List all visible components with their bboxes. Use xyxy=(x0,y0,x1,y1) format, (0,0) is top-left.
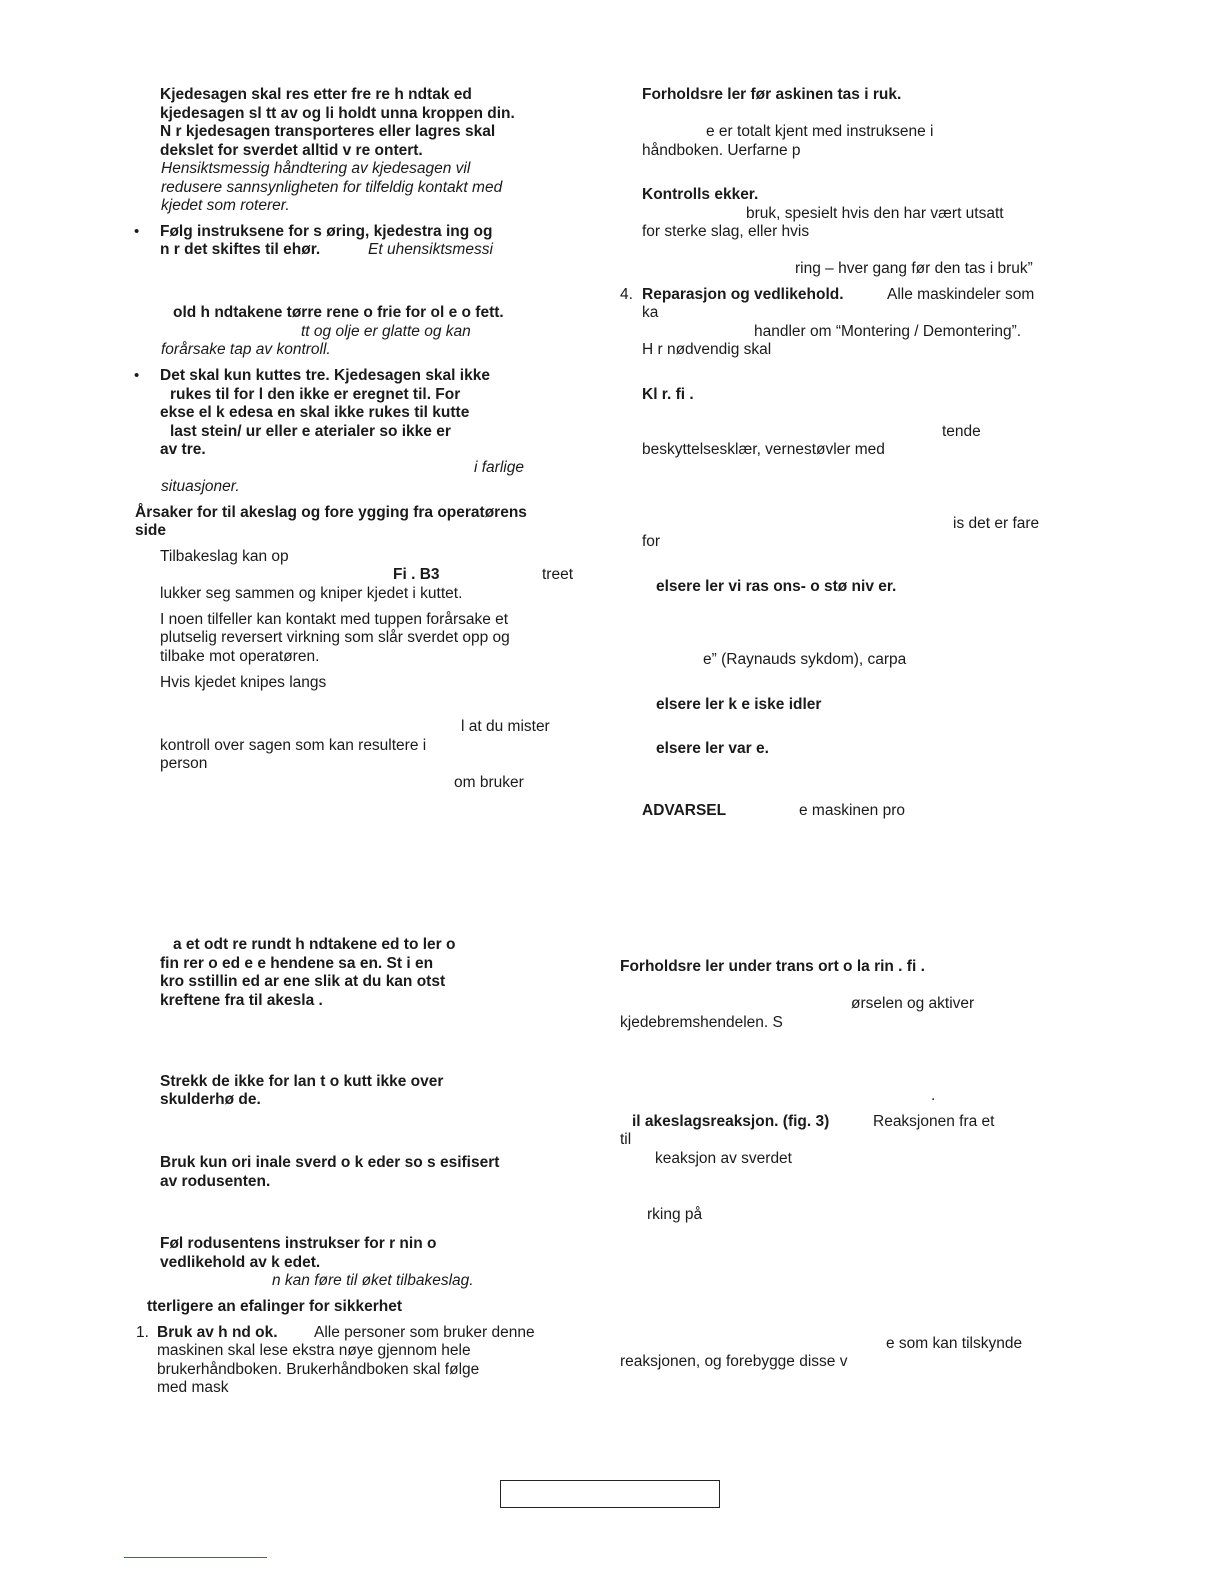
page-number-box xyxy=(500,1480,720,1508)
left-italic-line: kjedet som roterer. xyxy=(161,197,290,214)
right-text-line: H r nødvendig skal xyxy=(642,341,772,358)
left-text-line: N r kjedesagen transporteres eller lagres skal xyxy=(160,123,496,140)
bullet-item-text: ekse el k edesa en skal ikke rukes til kutte xyxy=(160,404,470,421)
left-text-line: skulderhø de. xyxy=(160,1091,261,1108)
left-text-line: fin rer o ed e e hendene sa en. St i en xyxy=(160,955,434,972)
body-text-line: person xyxy=(160,755,208,772)
body-text-line: kontroll over sagen som kan resultere i xyxy=(160,737,427,754)
right-text-line: rking på xyxy=(647,1206,703,1223)
right-text-line: Reaksjonen fra et xyxy=(873,1113,995,1130)
body-text-line: brukerhåndboken. Brukerhåndboken skal følge xyxy=(157,1361,480,1378)
right-text-line: kjedebremshendelen. S xyxy=(620,1014,783,1031)
body-text-line: plutselig reversert virkning som slår sverdet opp og xyxy=(160,629,510,646)
left-italic-line: n kan føre til øket tilbakeslag. xyxy=(272,1272,474,1289)
right-heading-line: Forholdsre ler før askinen tas i ruk. xyxy=(642,86,902,103)
body-text-line: tilbake mot operatøren. xyxy=(160,648,320,665)
right-heading-line: Kontrolls ekker. xyxy=(642,186,759,203)
right-text-line: handler om “Montering / Demontering”. xyxy=(754,323,1022,340)
left-text-line: dekslet for sverdet alltid v re ontert. xyxy=(160,142,423,159)
warning-label: ADVARSEL xyxy=(642,802,727,819)
left-italic-line: Hensiktsmessig håndtering av kjedesagen vil xyxy=(161,160,471,177)
right-text-line: ka xyxy=(642,304,659,321)
bullet-item-text: av tre. xyxy=(160,441,206,458)
left-italic-line: tt og olje er glatte og kan xyxy=(301,323,471,340)
list-number: 4. xyxy=(620,286,633,303)
left-text-line: a et odt re rundt h ndtakene ed to ler o xyxy=(173,936,456,953)
left-text-line: Kjedesagen skal res etter fre re h ndtak ed xyxy=(160,86,472,103)
right-heading-line: Forholdsre ler under trans ort o la rin . fi . xyxy=(620,958,925,975)
bullet-marker: • xyxy=(134,367,140,384)
bullet-item-text: Følg instruksene for s øring, kjedestra ing og xyxy=(160,223,493,240)
left-text-line: kreftene fra til akesla . xyxy=(160,992,323,1009)
right-text-line: for sterke slag, eller hvis xyxy=(642,223,810,240)
right-text-line: beskyttelsesklær, vernestøvler med xyxy=(642,441,885,458)
right-text-line: Alle maskindeler som xyxy=(887,286,1035,303)
list-number: 1. xyxy=(136,1324,149,1341)
right-text-line: tende xyxy=(942,423,981,440)
bullet-item-text: last stein/ ur eller e aterialer so ikke er xyxy=(170,423,451,440)
list-item-title: Reparasjon og vedlikehold. xyxy=(642,286,844,303)
left-text-line: kjedesagen sl tt av og li holdt unna kroppen din. xyxy=(160,105,515,122)
right-heading-line: il akeslagsreaksjon. (fig. 3) xyxy=(632,1113,830,1130)
body-text-line: om bruker xyxy=(454,774,524,791)
left-italic-line: situasjoner. xyxy=(161,478,240,495)
right-text-line: til xyxy=(620,1131,632,1148)
section-heading: side xyxy=(135,522,167,539)
right-text-line: reaksjonen, og forebygge disse v xyxy=(620,1353,848,1370)
left-text-line: av rodusenten. xyxy=(160,1173,271,1190)
right-heading-line: elsere ler vi ras ons- o stø niv er. xyxy=(656,578,897,595)
right-text-line: keaksjon av sverdet xyxy=(655,1150,792,1167)
right-text-line: for xyxy=(642,533,661,550)
right-text-line: is det er fare xyxy=(953,515,1040,532)
right-heading-line: elsere ler k e iske idler xyxy=(656,696,822,713)
body-text-line: I noen tilfeller kan kontakt med tuppen forårsake et xyxy=(160,611,509,628)
body-text-line: maskinen skal lese ekstra nøye gjennom hele xyxy=(157,1342,471,1359)
right-text-line: . xyxy=(931,1087,936,1104)
body-text-line: Hvis kjedet knipes langs xyxy=(160,674,327,691)
right-text-line: håndboken. Uerfarne p xyxy=(642,142,801,159)
left-italic-line: forårsake tap av kontroll. xyxy=(161,341,331,358)
body-text-line: Tilbakeslag kan op xyxy=(160,548,289,565)
left-text-line: old h ndtakene tørre rene o frie for ol e o fett. xyxy=(173,304,504,321)
bullet-marker: • xyxy=(134,223,140,240)
right-text-line: ring – hver gang før den tas i bruk” xyxy=(795,260,1033,277)
body-text-line: lukker seg sammen og kniper kjedet i kuttet. xyxy=(160,585,463,602)
right-text-line: e” (Raynauds sykdom), carpa xyxy=(703,651,907,668)
left-italic-line: i farlige xyxy=(474,459,524,476)
left-italic-line: Et uhensiktsmessi xyxy=(368,241,493,258)
bullet-item-text: rukes til for l den ikke er eregnet til. For xyxy=(170,386,461,403)
body-text-line: Alle personer som bruker denne xyxy=(314,1324,535,1341)
left-text-line: Føl rodusentens instrukser for r nin o xyxy=(160,1235,437,1252)
right-text-line: e som kan tilskynde xyxy=(886,1335,1023,1352)
right-text-line: bruk, spesielt hvis den har vært utsatt xyxy=(746,205,1004,222)
body-text-line: treet xyxy=(542,566,574,583)
body-text-line: l at du mister xyxy=(461,718,550,735)
section-heading: tterligere an efalinger for sikkerhet xyxy=(147,1298,402,1315)
list-item-title: Bruk av h nd ok. xyxy=(157,1324,278,1341)
right-text-line: e er totalt kjent med instruksene i xyxy=(706,123,934,140)
left-text-line: vedlikehold av k edet. xyxy=(160,1254,321,1271)
body-text-line: med mask xyxy=(157,1379,229,1396)
bullet-item-text: n r det skiftes til ehør. xyxy=(160,241,321,258)
section-heading: Årsaker for til akeslag og fore ygging fra operatørens xyxy=(135,504,527,521)
left-text-line: kro sstillin ed ar ene slik at du kan otst xyxy=(160,973,446,990)
left-italic-line: redusere sannsynligheten for tilfeldig kontakt med xyxy=(161,179,503,196)
right-heading-line: elsere ler var e. xyxy=(656,740,769,757)
left-text-line: Strekk de ikke for lan t o kutt ikke over xyxy=(160,1073,444,1090)
left-text-line: Bruk kun ori inale sverd o k eder so s esifisert xyxy=(160,1154,500,1171)
right-text-line: e maskinen pro xyxy=(799,802,905,819)
figure-reference: Fi . B3 xyxy=(393,566,440,583)
right-text-line: ørselen og aktiver xyxy=(851,995,975,1012)
right-heading-line: Kl r. fi . xyxy=(642,386,694,403)
bullet-item-text: Det skal kun kuttes tre. Kjedesagen skal ikke xyxy=(160,367,490,384)
footnote-rule xyxy=(124,1557,267,1558)
